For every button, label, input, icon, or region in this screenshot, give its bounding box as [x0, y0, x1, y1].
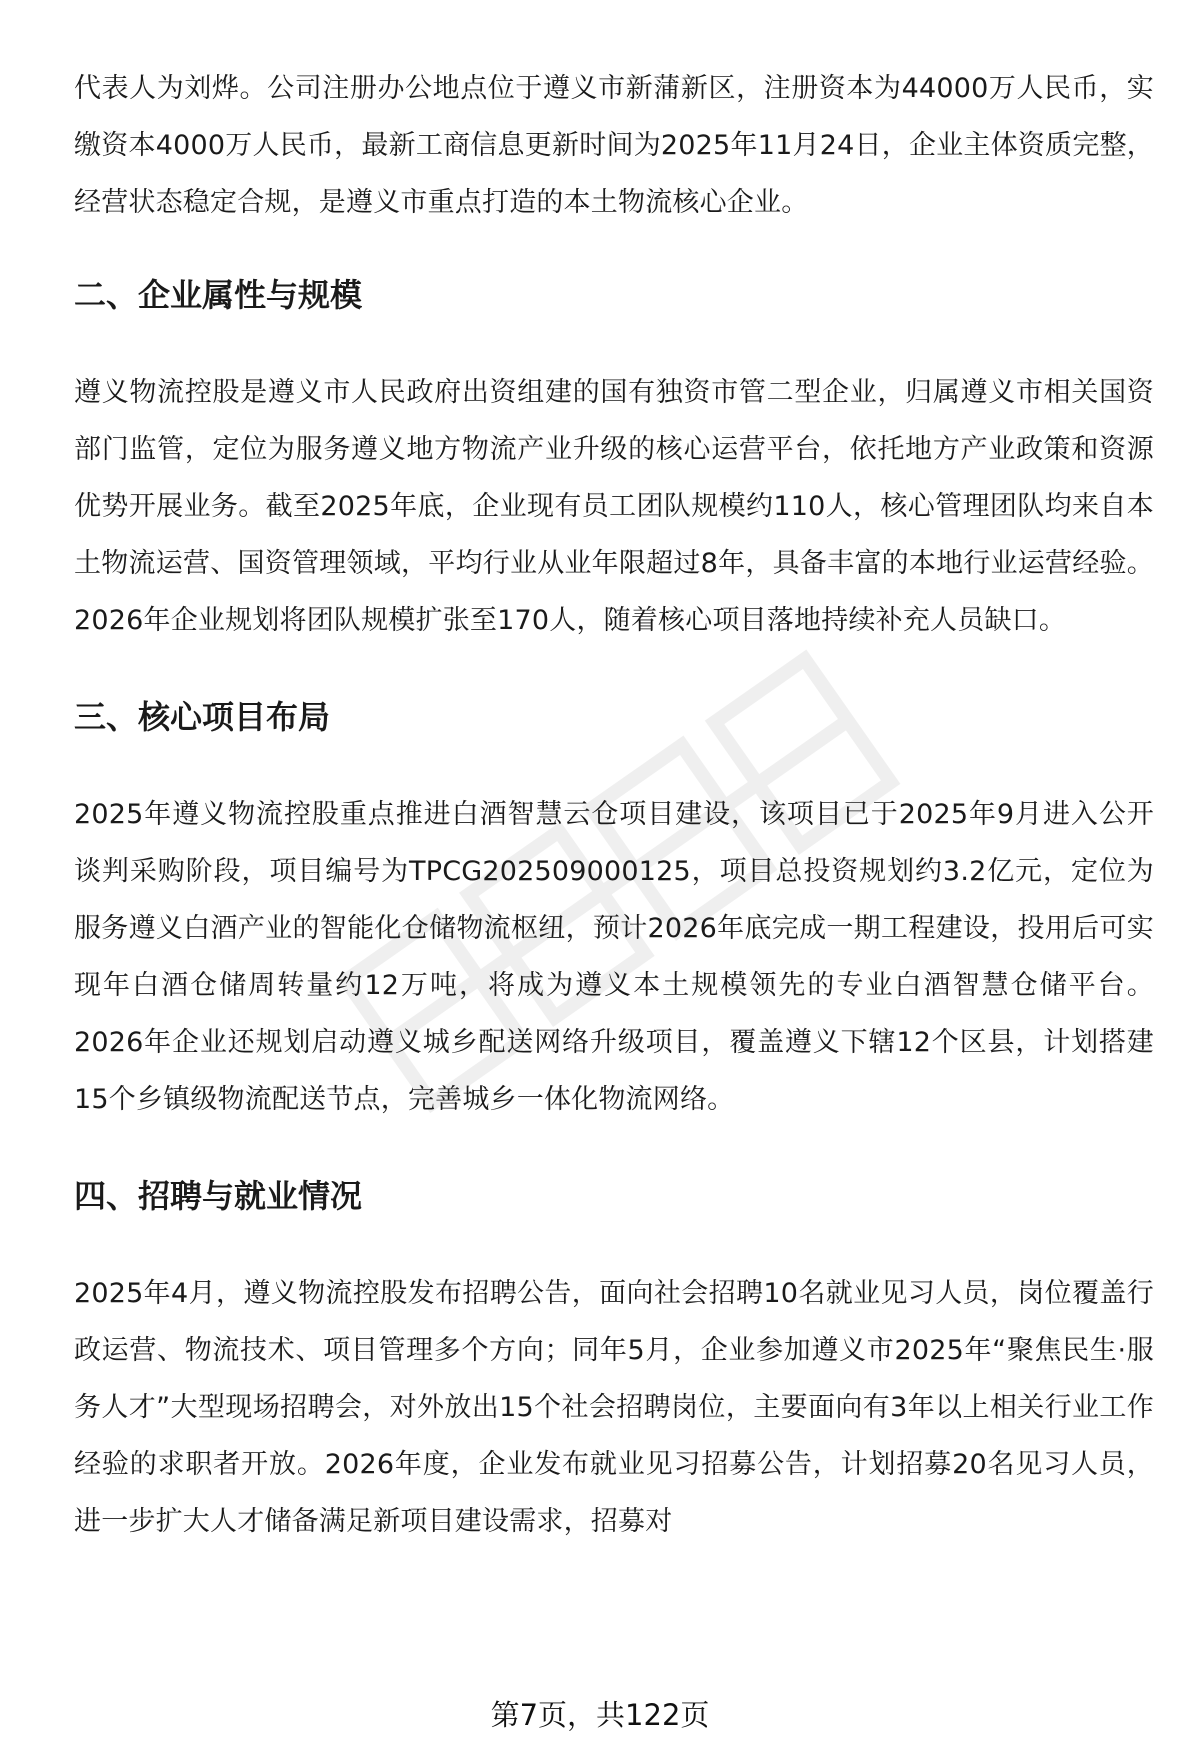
section-heading-projects: 三、核心项目布局 [74, 698, 331, 736]
paragraph-recruitment: 2025年4月，遵义物流控股发布招聘公告，面向社会招聘10名就业见习人员，岗位覆盖行政运营、物流技术、项目管理多个方向；同年5月，企业参加遵义市2025年“聚焦民生·服务人才”大型现场招聘会，对外放出15个社会招聘岗位，主要面向有3年以上相关行业工作经验的求职者开放。2026年度，企业发布就业见习招募公告，计划招募20名见习人员，进一步扩大人才储备满足新项目建设需求，招募对 [74, 1278, 1154, 1537]
section-heading-recruitment: 四、招聘与就业情况 [74, 1177, 363, 1215]
page-number: 第7页，共122页 [490, 1698, 710, 1732]
paragraph-attributes-scale: 遵义物流控股是遵义市人民政府出资组建的国有独资市管二型企业，归属遵义市相关国资部门监管，定位为服务遵义地方物流产业升级的核心运营平台，依托地方产业政策和资源优势开展业务。截至2025年底，企业现有员工团队规模约110人，核心管理团队均来自本土物流运营、国资管理领域，平均行业从业年限超过8年，具备丰富的本地行业运营经验。2026年企业规划将团队规模扩张至170人，随着核心项目落地持续补充人员缺口。 [74, 377, 1154, 636]
document-body [74, 60, 1154, 1550]
paragraph-core-projects: 2025年遵义物流控股重点推进白酒智慧云仓项目建设，该项目已于2025年9月进入公开谈判采购阶段，项目编号为TPCG202509000125，项目总投资规划约3.2亿元，定位为服务遵义白酒产业的智能化仓储物流枢纽，预计2026年底完成一期工程建设，投用后可实现年白酒仓储周转量约12万吨，将成为遵义本土规模领先的专业白酒智慧仓储平台。2026年企业还规划启动遵义城乡配送网络升级项目，覆盖遵义下辖12个区县，计划搭建15个乡镇级物流配送节点，完善城乡一体化物流网络。 [74, 799, 1154, 1115]
paragraph-company-registration: 代表人为刘烨。公司注册办公地点位于遵义市新蒲新区，注册资本为44000万人民币，实缴资本4000万人民币，最新工商信息更新时间为2025年11月24日，企业主体资质完整，经营状态稳定合规，是遵义市重点打造的本土物流核心企业。 [74, 73, 1154, 218]
section-heading-attributes: 二、企业属性与规模 [74, 276, 363, 314]
